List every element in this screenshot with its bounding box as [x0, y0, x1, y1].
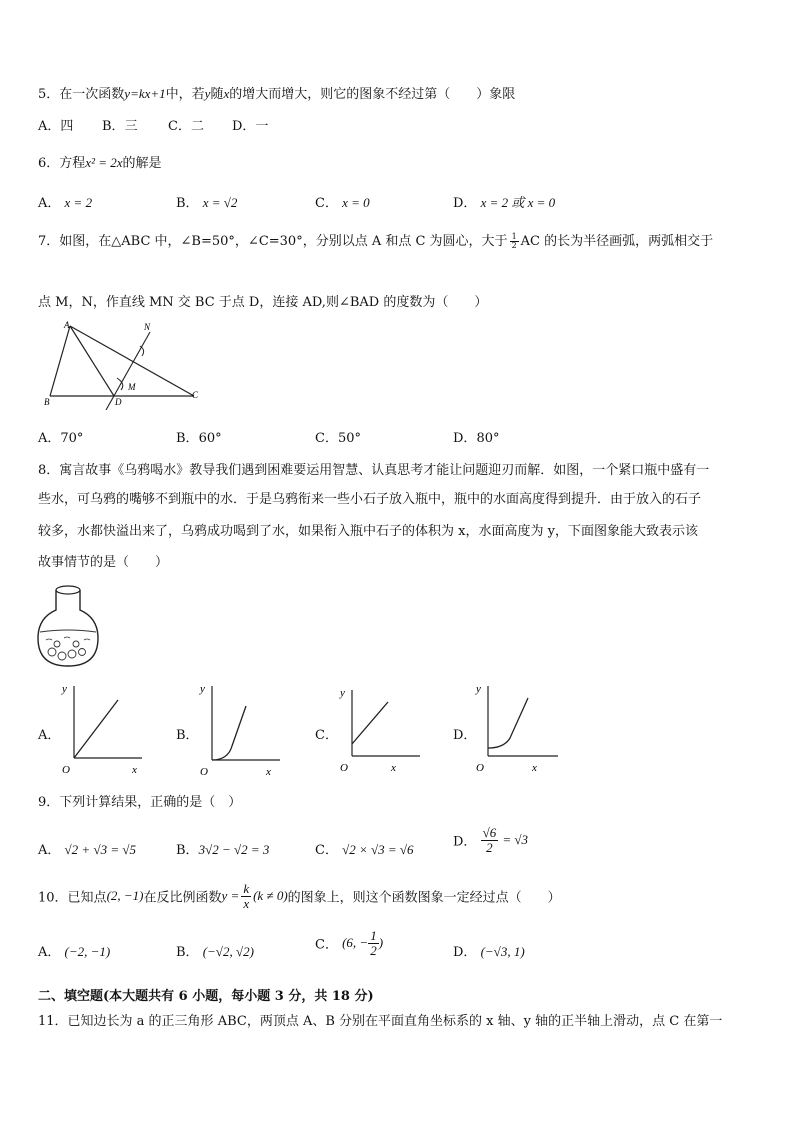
q11-stem: 11．已知边长为 a 的正三角形 ABC，两顶点 A、B 分别在平面直角坐标系的 x 轴、y 轴的正半轴上滑动，点 C 在第一	[38, 1014, 723, 1029]
segment-ad	[70, 326, 114, 396]
q7-fraction: $\frac{1}{2}$	[511, 231, 517, 250]
q6-stem	[38, 152, 162, 171]
q7-option-a: A．70°	[38, 431, 84, 446]
svg-text:x: x	[532, 762, 537, 774]
section-title: 二、填空题(本大题共有 6 小题，每小题 3 分，共 18 分)	[38, 989, 374, 1004]
label-m: M	[128, 382, 136, 392]
stone-icon	[79, 649, 86, 656]
q5-pre: 在一次函数	[59, 87, 125, 102]
stone-icon	[73, 641, 79, 647]
q5-number: 5．	[38, 87, 60, 102]
flask-mouth	[56, 586, 80, 594]
q8-graph-d	[474, 680, 562, 776]
q9-option-d: D． $\frac{√6}{2}$ = √3	[453, 825, 529, 855]
q8-option-d-label: D．	[453, 728, 477, 743]
label-n: N	[144, 322, 151, 332]
q10-option-a: A． (−2, −1)	[38, 944, 111, 960]
q5-option-c: C．二	[168, 119, 204, 134]
q10-number: 10．	[38, 890, 68, 906]
q11-number: 11．	[38, 1014, 68, 1029]
label-b: B	[44, 397, 50, 407]
q5-y: y	[204, 86, 211, 101]
curve-intercept-slow-then-fast	[488, 698, 528, 748]
q8-graph-c	[336, 684, 424, 776]
arc-upper	[140, 346, 144, 356]
q8-stem-line3: 较多，水都快溢出来了，乌鸦成功喝到了水，如果衔入瓶中石子的体积为 x，水面高度为 y，下面图象能大致表示该	[38, 524, 698, 539]
svg-text:O: O	[476, 762, 484, 774]
stone-icon	[58, 652, 66, 660]
q10-option-c: C． (6, − $\frac{1}{2}$ )	[315, 928, 384, 958]
water-ripples	[46, 637, 90, 640]
q7-number: 7．	[38, 234, 60, 249]
q5-post: 的增大而增大，则它的图象不经过第（ ）象限	[229, 87, 516, 102]
q5-formula: y=kx+1	[124, 86, 166, 101]
stone-icon	[54, 641, 60, 647]
q8-stem-line1: 8．寓言故事《乌鸦喝水》教导我们遇到困难要运用智慧、认真思考才能让问题迎刃而解．如图，一个紧口瓶中盛有一	[38, 463, 710, 478]
svg-text:y: y	[476, 683, 481, 695]
q7-option-c: C．50°	[315, 431, 361, 446]
q9-option-a: A． √2 + √3 = √5	[38, 842, 136, 858]
curve-linear-with-intercept	[352, 702, 388, 744]
q8-option-c-label: C．	[315, 728, 338, 743]
svg-text:O: O	[200, 766, 208, 776]
q5-x: x	[223, 86, 230, 101]
svg-text:O: O	[62, 764, 70, 776]
q9-stem: 9．下列计算结果，正确的是（ ）	[38, 795, 242, 810]
q5-option-a: A．四	[38, 119, 74, 134]
line-mn	[106, 332, 150, 410]
q7-triangle-figure	[42, 318, 212, 410]
label-d: D	[115, 397, 122, 407]
q6-option-d: D． x = 2 或 x = 0	[453, 195, 556, 211]
water-surface	[40, 630, 96, 632]
q6-option-b: B． x = √2	[176, 195, 238, 211]
q7-option-b: B．60°	[176, 431, 222, 446]
q6-pre: 方程	[59, 156, 86, 171]
q9-option-b: B．3√2 − √2 = 3	[176, 842, 270, 858]
label-c: C	[192, 390, 199, 400]
q6-post: 的解是	[122, 156, 162, 171]
q6-option-a: A． x = 2	[38, 195, 93, 211]
q8-graph-a	[58, 680, 146, 776]
stone-icon	[68, 650, 76, 658]
q7-option-d: D．80°	[453, 431, 500, 446]
q10-option-d: D． (−√3, 1)	[453, 944, 525, 960]
q9-option-c: C． √2 × √3 = √6	[315, 842, 414, 858]
q8-stem-line2: 些水，可乌鸦的嘴够不到瓶中的水．于是乌鸦衔来一些小石子放入瓶中，瓶中的水面高度得到提升．由于放入的石子	[38, 492, 702, 507]
q7-stem-line1: 7．如图，在△ABC 中，∠B=50°，∠C=30°，分别以点 A 和点 C 为圆心，大于 $\frac{1}{2}$ AC 的长为半径画弧，两弧相交于	[38, 231, 714, 250]
q5-option-d: D．一	[232, 119, 269, 134]
q6-option-c: C． x = 0	[315, 195, 370, 211]
stone-icon	[48, 648, 56, 656]
q10-stem: 10．已知点(2, −1)在反比例函数y = $\frac{k}{x}$ (k ≠ 0)的图象上，则这个函数图象一定经过点（ ）	[38, 881, 561, 911]
curve-linear-through-origin	[74, 700, 118, 758]
q5-option-b: B．三	[102, 119, 138, 134]
q10-option-b: B． (−√2, √2)	[176, 944, 254, 960]
q5-stem	[38, 83, 515, 102]
q8-graph-b	[196, 680, 284, 776]
q8-option-b-label: B．	[176, 728, 199, 743]
q8-option-a-label: A．	[38, 728, 61, 743]
svg-text:y: y	[200, 683, 205, 695]
flask-figure	[34, 582, 102, 672]
svg-text:O: O	[340, 762, 348, 774]
q8-stem-line4: 故事情节的是（ ）	[38, 555, 169, 570]
side-ab	[50, 326, 70, 396]
q7-stem-line2: 点 M，N，作直线 MN 交 BC 于点 D，连接 AD,则∠BAD 的度数为（ ）	[38, 295, 488, 310]
q5-mid2: 随	[210, 87, 224, 102]
q6-number: 6．	[38, 156, 60, 171]
svg-text:y: y	[340, 687, 345, 699]
svg-text:x: x	[132, 764, 137, 776]
curve-slow-then-fast	[212, 706, 246, 760]
svg-text:x: x	[266, 766, 271, 776]
q9-number: 9．	[38, 795, 60, 810]
svg-text:x: x	[391, 762, 396, 774]
q6-equation: x² = 2x	[85, 155, 123, 170]
q5-mid: 中，若	[165, 87, 205, 102]
q8-number: 8．	[38, 463, 60, 478]
label-a: A	[64, 320, 70, 330]
svg-text:y: y	[62, 683, 67, 695]
